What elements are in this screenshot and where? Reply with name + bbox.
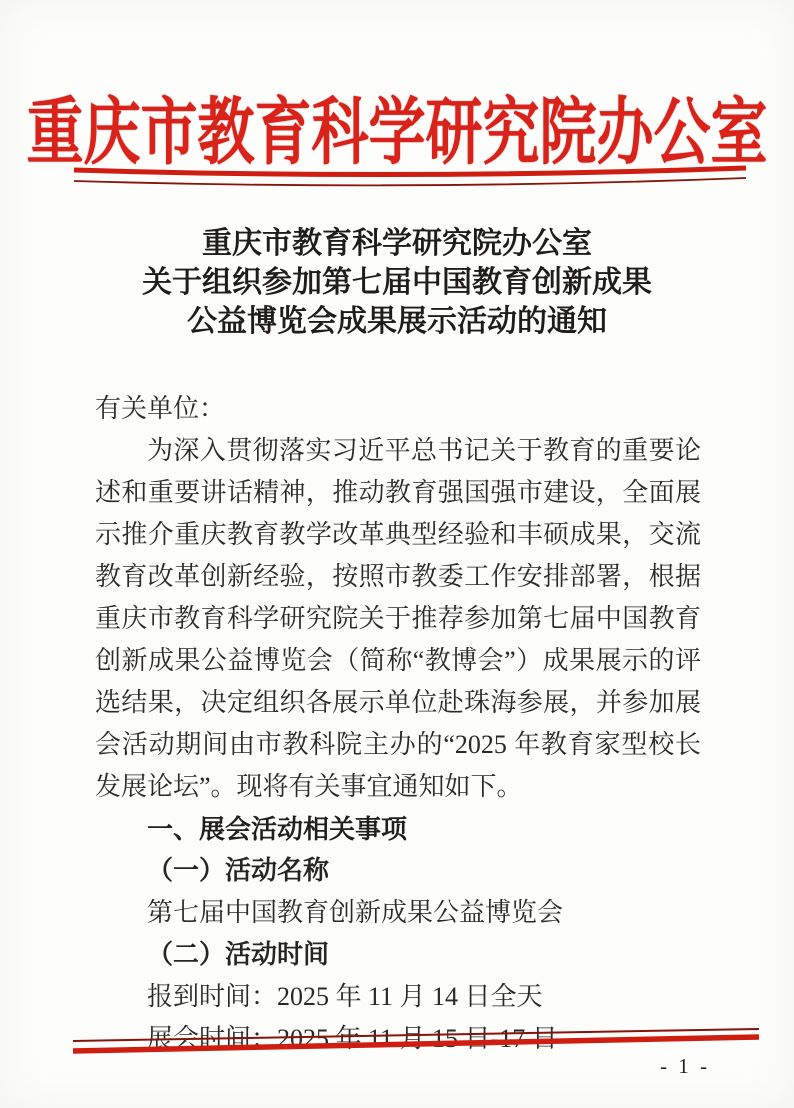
document-title-line3: 公益博览会成果展示活动的通知 <box>187 305 607 338</box>
section-1-heading: 一、展会活动相关事项 <box>147 814 408 844</box>
item-2-label-activity-time: （二）活动时间 <box>147 940 330 969</box>
salutation: 有关单位： <box>95 394 226 423</box>
footer-double-rule <box>70 1024 762 1056</box>
document-body <box>95 388 701 1060</box>
document-title-line1: 重庆市教育科学研究院办公室 <box>202 227 592 260</box>
item-2-checkin-time: 报到时间：2025 年 11 月 14 日全天 <box>147 982 543 1011</box>
page-number: - 1 - <box>660 1054 710 1078</box>
opening-paragraph: 为深入贯彻落实习近平总书记关于教育的重要论述和重要讲话精神，推动教育强国强市建设，全面展示推介重庆教育教学改革典型经验和丰硕成果，交流教育改革创新经验，按照市教委工作安排部署，根据重庆市教育科学研究院关于推荐参加第七届中国教育创新成果公益博览会（简称“教博会”）成果展示的评选结果，决定组织各展示单位赴珠海参展，并参加展会活动期间由市教科院主办的“2025 年教育家型校长发展论坛”。现将有关事宜通知如下。 <box>95 436 701 801</box>
item-1-value-activity-name: 第七届中国教育创新成果公益博览会 <box>147 898 564 927</box>
document-title <box>0 224 794 341</box>
item-2-exhibition-time: 展会时间：2025 年 11 月 15 日-17 日 <box>147 1024 558 1053</box>
item-1-label-activity-name: （一）活动名称 <box>147 856 330 885</box>
letterhead-double-rule <box>72 165 748 195</box>
document-title-line2: 关于组织参加第七届中国教育创新成果 <box>142 266 652 299</box>
letterhead-org-name: 重庆市教育科学研究院办公室 <box>26 93 768 174</box>
